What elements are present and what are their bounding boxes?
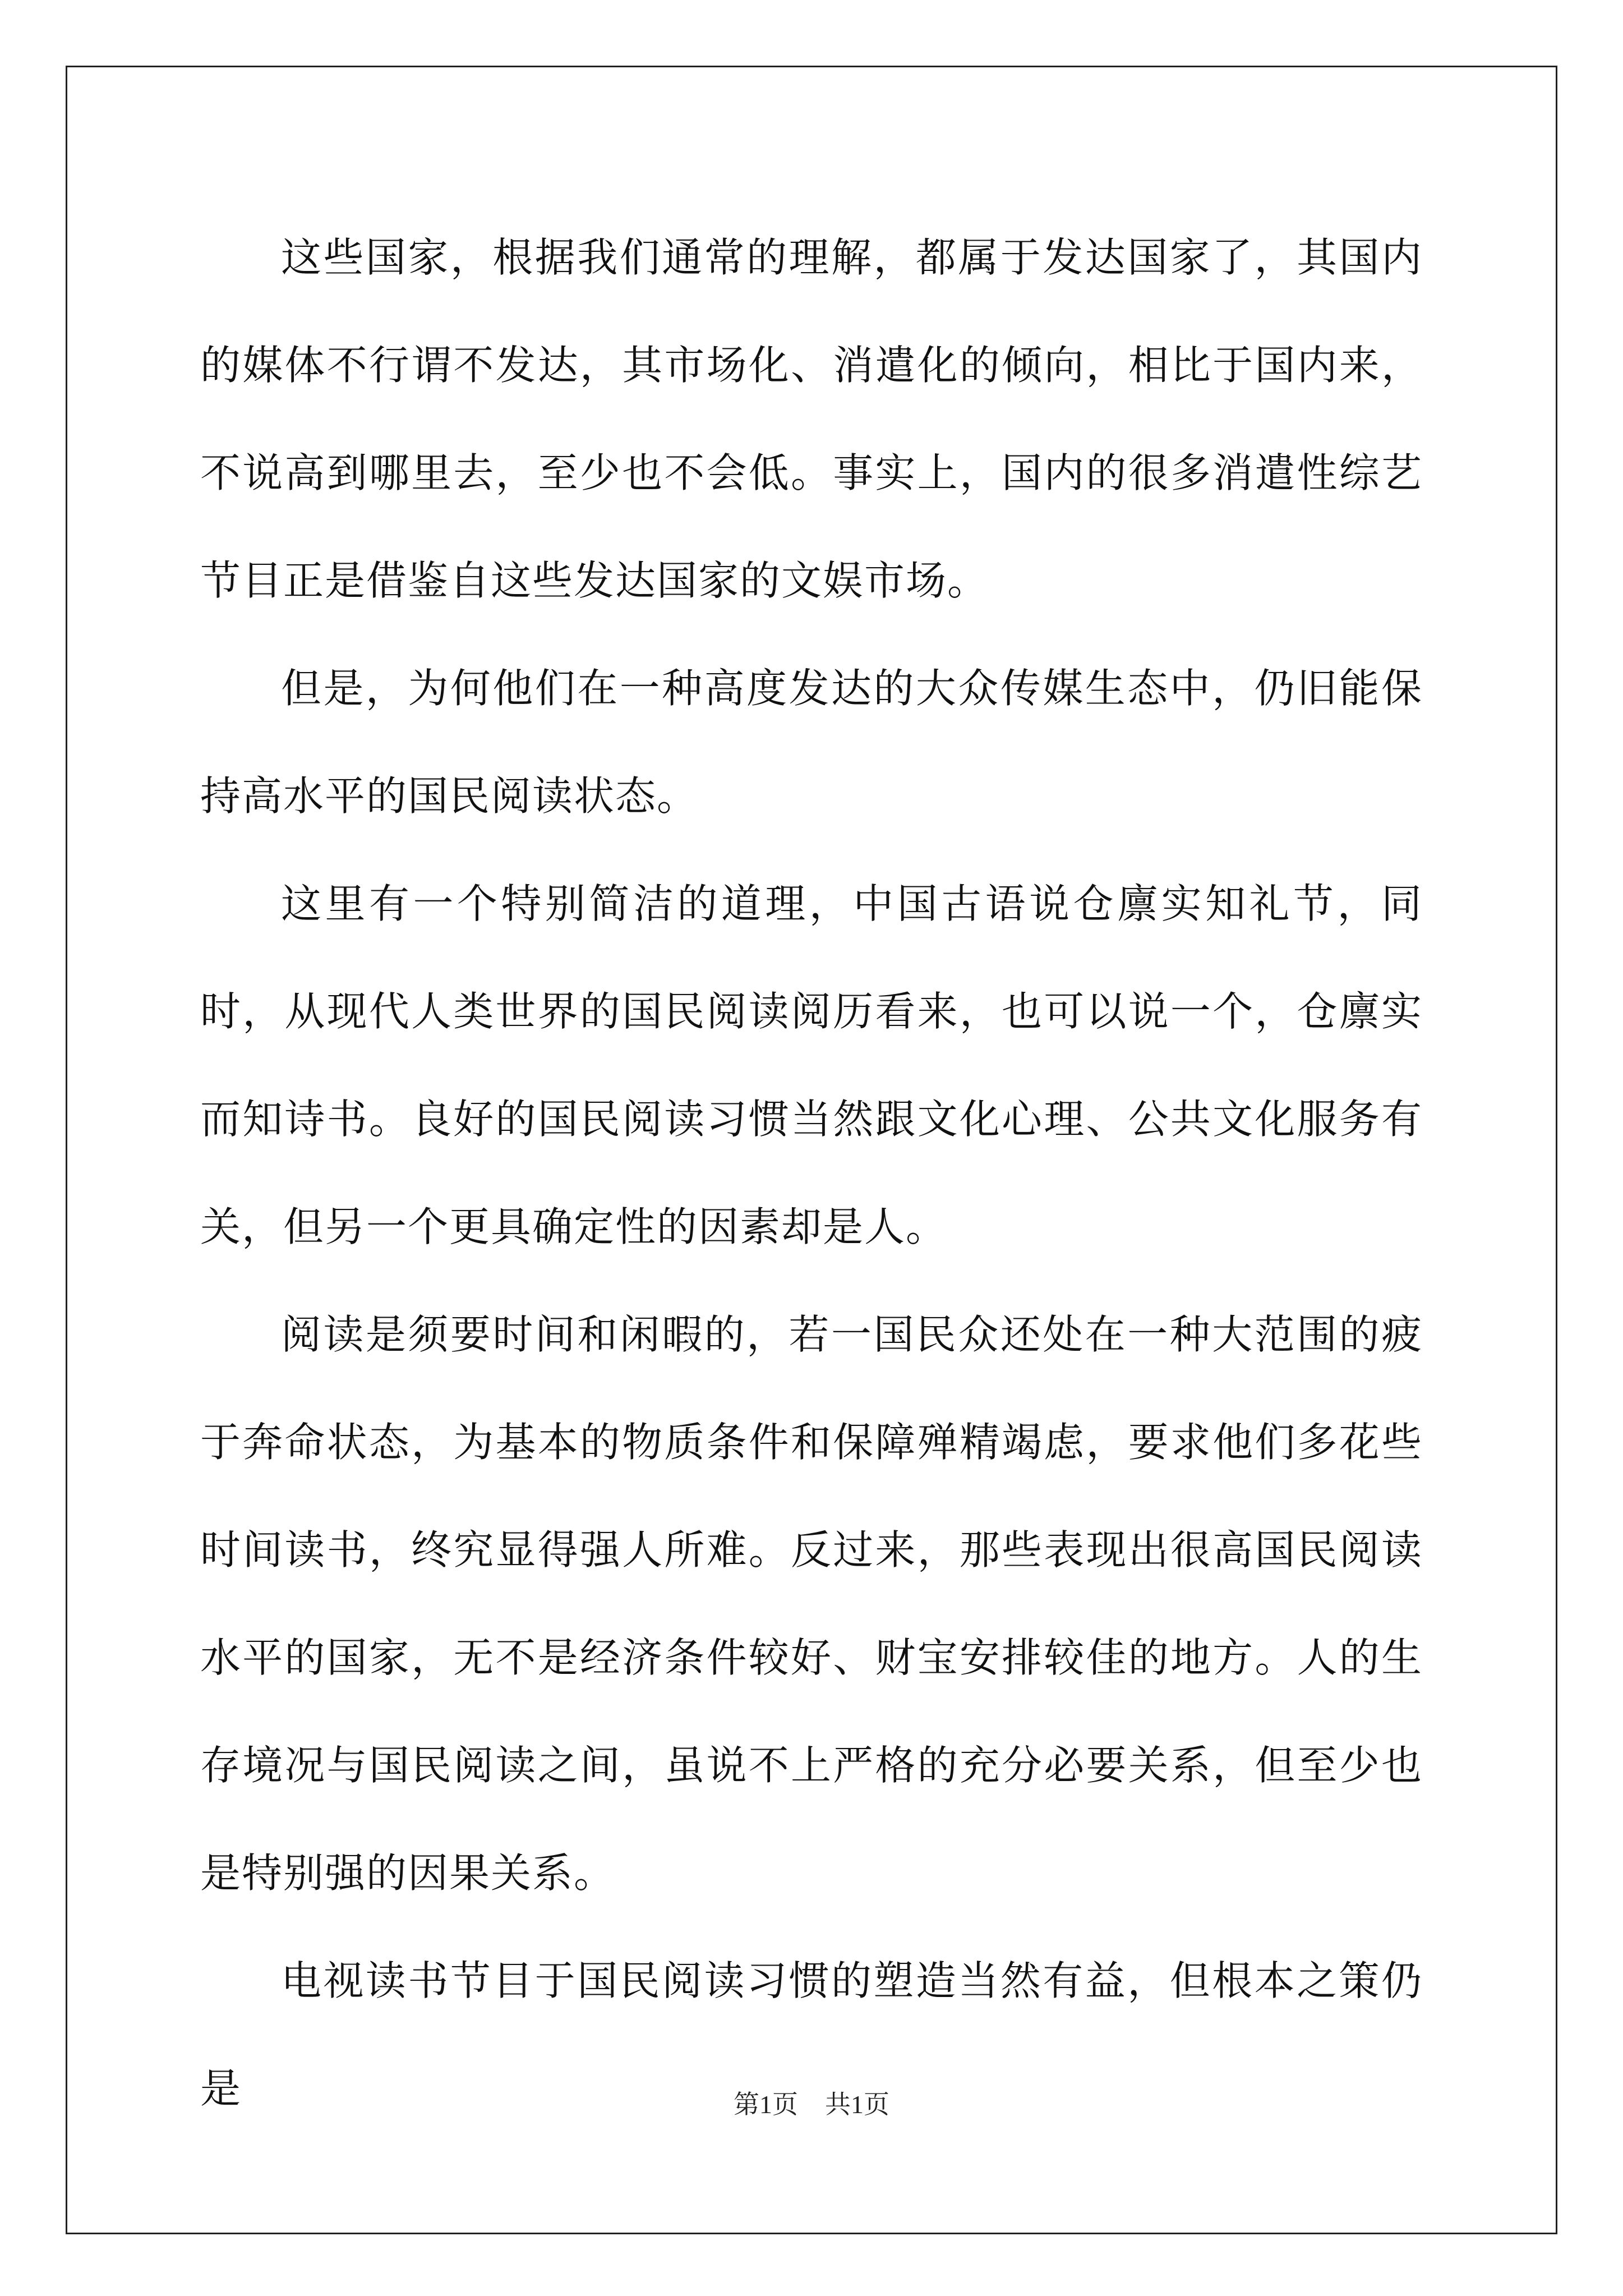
page-total: 共1页: [825, 2090, 889, 2119]
document-body: [200, 204, 1423, 2142]
page-number: 第1页: [734, 2090, 798, 2119]
paragraph: 这里有一个特别简洁的道理，中国古语说仓廪实知礼节，同时，从现代人类世界的国民阅读阅历看来，也可以说一个，仓廪实而知诗书。良好的国民阅读习惯当然跟文化心理、公共文化服务有关，但另一个更具确定性的因素却是人。: [200, 880, 1423, 1250]
paragraph: 阅读是须要时间和闲暇的，若一国民众还处在一种大范围的疲于奔命状态，为基本的物质条件和保障殚精竭虑，要求他们多花些时间读书，终究显得强人所难。反过来，那些表现出很高国民阅读水平的国家，无不是经济条件较好、财宝安排较佳的地方。人的生存境况与国民阅读之间，虽说不上严格的充分必要关系，但至少也是特别强的因果关系。: [200, 1311, 1423, 1897]
paragraph: 但是，为何他们在一种高度发达的大众传媒生态中，仍旧能保持高水平的国民阅读状态。: [200, 665, 1423, 820]
page-footer: [0, 2088, 1623, 2122]
paragraph: 电视读书节目于国民阅读习惯的塑造当然有益，但根本之策仍是: [200, 1957, 1423, 2112]
paragraph: 这些国家，根据我们通常的理解，都属于发达国家了，其国内的媒体不行谓不发达，其市场化、消遣化的倾向，相比于国内来，不说高到哪里去，至少也不会低。事实上，国内的很多消遣性综艺节目正是借鉴自这些发达国家的文娱市场。: [200, 234, 1423, 604]
